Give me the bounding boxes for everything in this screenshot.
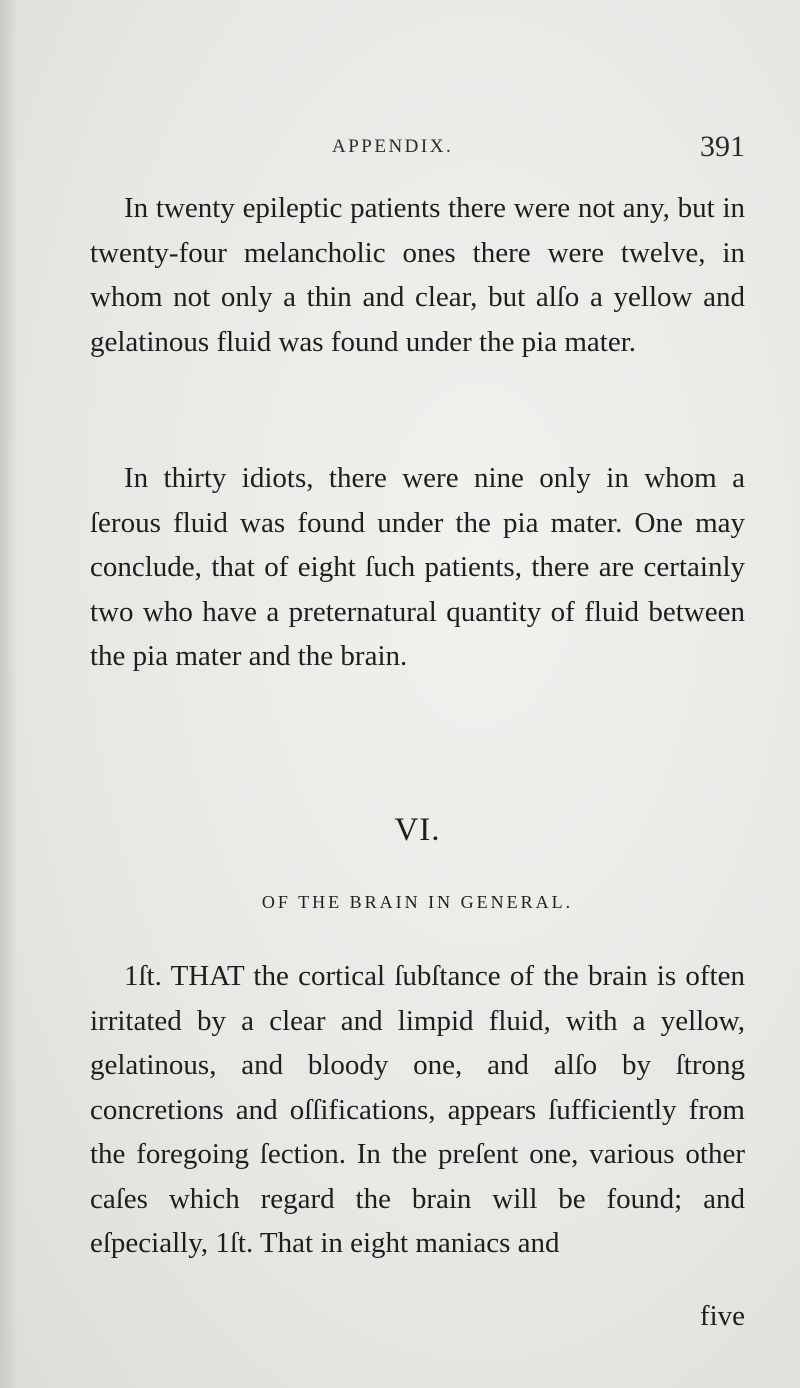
section-number: VI.: [394, 812, 441, 848]
paragraph-text: In thirty idiots, there were nine only in whom a ſerous fluid was found under the pia mater. One may conclude, that of eight ſuch patients, there are certainly two who have a preternatural quantity of fluid between the pia mater and the brain.: [90, 462, 745, 672]
paragraph-idiots: [90, 456, 745, 679]
page-number: 391: [700, 130, 745, 163]
running-head: [90, 130, 745, 170]
paragraph-text: 1ſt. THAT the cortical ſubſtance of the brain is often irritated by a clear and limpid fluid, with a yellow, gelatinous, and bloody one, and alſo by ſtrong concretions and oſſifications, appears ſufficiently from the foregoing ſection. In the preſent one, various other caſes which regard the brain will be found; and eſpecially, 1ſt. That in eight maniacs and: [90, 960, 745, 1259]
paragraph-text: In twenty epileptic patients there were not any, but in twenty-four melancholic ones there were twelve, in whom not only a thin and clear, but alſo a yellow and gelatinous fluid was found under the pia mater.: [90, 192, 745, 358]
catchword: five: [699, 1300, 745, 1332]
paragraph-brain-general: [90, 954, 745, 1266]
paragraph-epileptic-melancholic: [90, 186, 745, 364]
section-title: OF THE BRAIN IN GENERAL.: [261, 892, 574, 912]
running-title: APPENDIX.: [332, 136, 454, 157]
